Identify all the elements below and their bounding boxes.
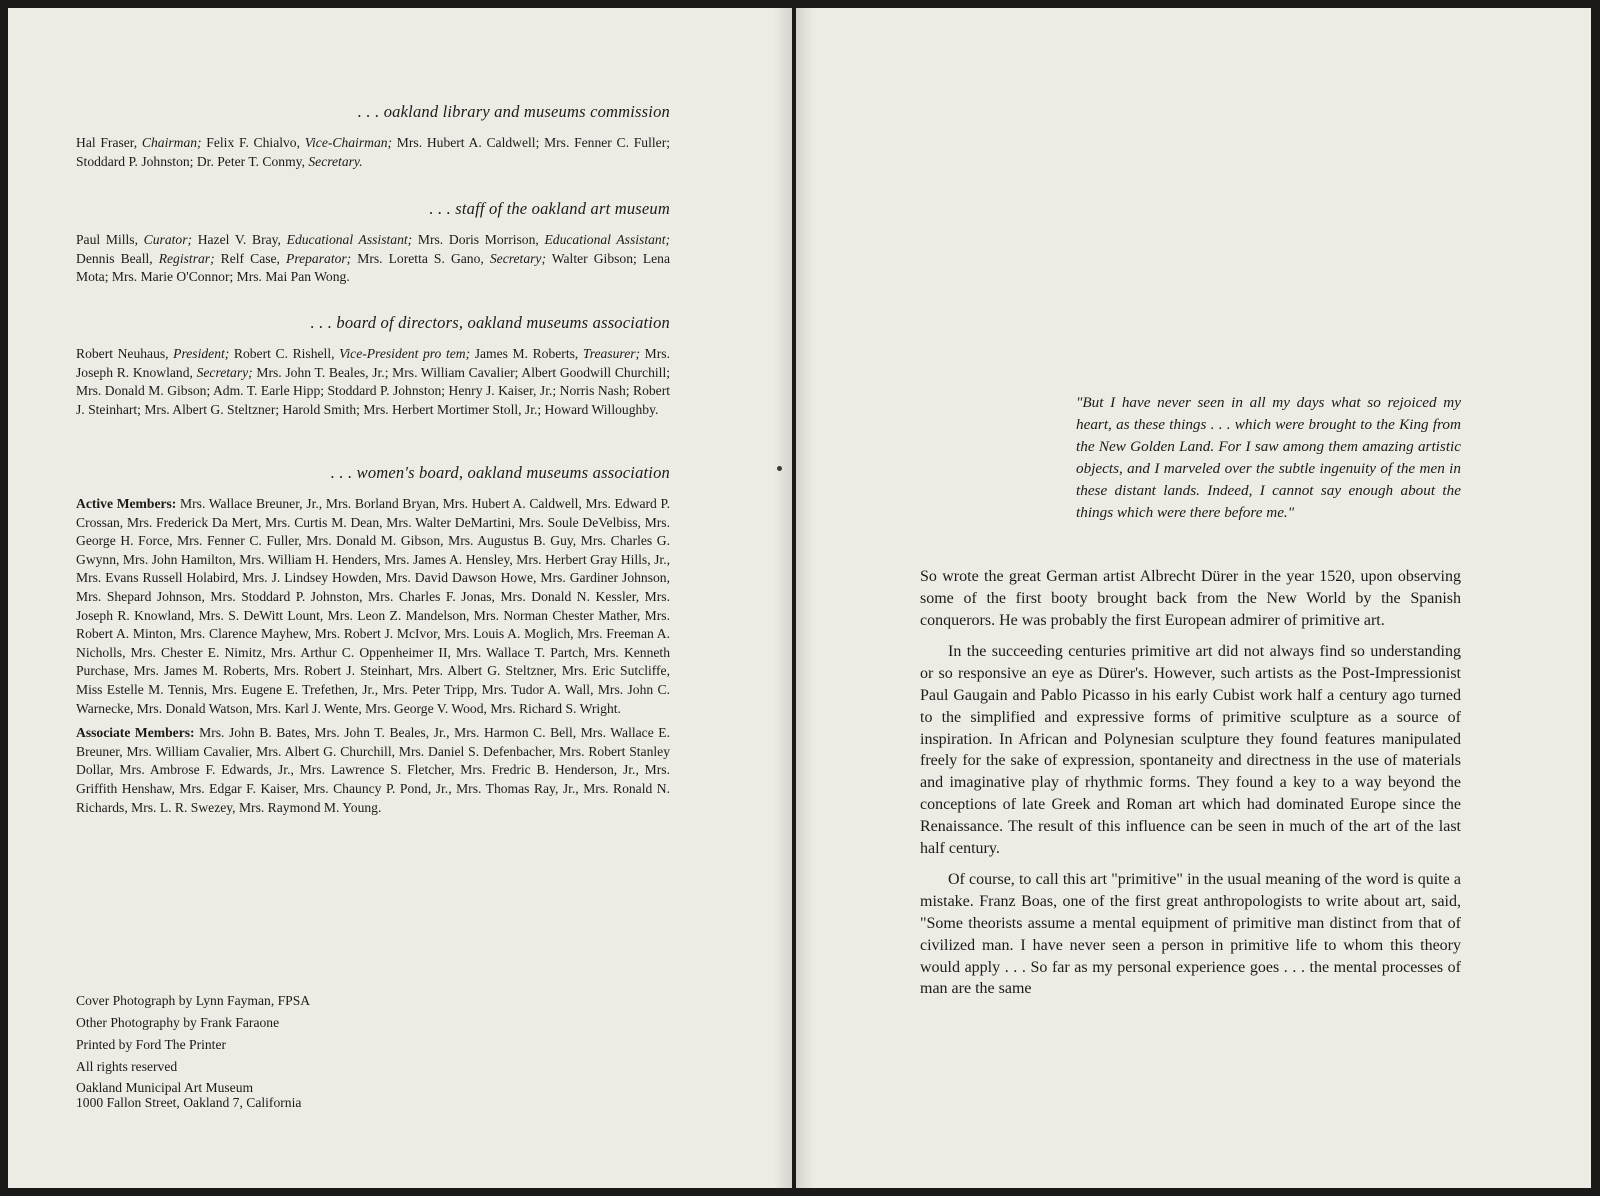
name-text: Felix F. Chialvo, <box>201 135 305 150</box>
durer-quote: "But I have never seen in all my days what so rejoiced my heart, as these things . . . which were brought to the King from the New Golden Land. For I saw among them amazing artistic objects, and I marveled over the subtle ingenuity of the men in these distant lands. Indeed, I cannot say enough about the things which were there before me." <box>1076 394 1461 521</box>
role-title: Educational Assistant; <box>286 232 413 247</box>
role-title: Secretary; <box>489 250 546 266</box>
role-title: Registrar; <box>158 250 215 266</box>
role-title: Treasurer; <box>582 346 641 361</box>
credit-printer: Printed by Ford The Printer <box>76 1037 227 1052</box>
name-text: Walter Gibson; Lena Mota; Mrs. Marie O'Connor; Mrs. Mai Pan Wong. <box>76 250 670 285</box>
role-title: Vice-President pro tem; <box>339 346 471 361</box>
left-page <box>8 8 792 1188</box>
name-text: Paul Mills, <box>76 232 144 247</box>
staff-body <box>76 231 670 287</box>
credit-rights: All rights reserved <box>76 1059 178 1074</box>
role-title: Secretary; <box>196 364 253 380</box>
staff-heading: . . . staff of the oakland art museum <box>429 199 670 218</box>
role-title: Chairman; <box>141 135 202 150</box>
active-members <box>76 495 670 718</box>
name-text: Dennis Beall, <box>76 250 159 266</box>
museum-street: 1000 Fallon Street, Oakland 7, California <box>76 1095 302 1110</box>
role-title: President; <box>173 346 230 361</box>
active-members-label: Active Members: <box>76 496 177 511</box>
role-title: Vice-Chairman; <box>304 135 393 150</box>
name-text: Mrs. John T. Beales, Jr.; Mrs. William Cavalier; Albert Goodwill Churchill; Mrs. Donald M. Gibson; Adm. T. Earle Hipp; Stoddard P. Johnston; Henry J. Kaiser, Jr.; Norris Nash; Robert J. Steinhart; Mrs. Albert G. Steltzner; Harold Smith; Mrs. Herbert Mortimer Stoll, Jr.; Howard Willoughby. <box>76 364 670 417</box>
role-title: Preparator; <box>286 250 352 266</box>
name-text: Mrs. Loretta S. Gano, <box>351 250 490 266</box>
associate-members-label: Associate Members: <box>76 725 195 741</box>
associate-members-list: Mrs. John B. Bates, Mrs. John T. Beales, Jr., Mrs. Harmon C. Bell, Mrs. Wallace E. Breuner, Mrs. William Cavalier, Mrs. Albert G. Churchill, Mrs. Daniel S. Defenbacher, Mrs. Robert Stanley Dollar, Mrs. Ambrose F. Edwards, Jr., Mrs. Lawrence S. Fletcher, Mrs. Fredric B. Henderson, Jr., Mrs. Griffith Henshaw, Mrs. Edgar F. Kaiser, Mrs. Chauncy P. Pond, Jr., Mrs. Thomas Ray, Jr., Mrs. Ronald N. Richards, Mrs. L. R. Swezey, Mrs. Raymond M. Young. <box>76 725 670 815</box>
essay-paragraph-1: So wrote the great German artist Albrecht Dürer in the year 1520, upon observing some of the first booty brought back from the New World by the Spanish conquerors. He was probably the first European admirer of primitive art. <box>920 568 1461 629</box>
board-body <box>76 345 670 419</box>
staff-section <box>76 199 670 287</box>
board-section <box>76 313 670 419</box>
museum-name: Oakland Municipal Art Museum <box>76 1080 254 1095</box>
womens-board-heading: . . . women's board, oakland museums association <box>330 463 670 482</box>
gutter-shadow-left <box>774 8 792 1188</box>
role-title: Curator; <box>143 232 193 247</box>
essay-paragraph-3: Of course, to call this art "primitive" in the usual meaning of the word is quite a mistake. Franz Boas, one of the first great anthropologists to write about art, said, "Some theorists assume a mental equipment of primitive man distinct from that of civilized man. I have never seen a person in primitive life to whom this theory would apply . . . So far as my personal experience goes . . . the mental processes of man are the same <box>920 871 1461 998</box>
name-text: Robert C. Rishell, <box>229 346 340 361</box>
commission-body <box>76 134 670 171</box>
credit-museum-address <box>76 1080 496 1110</box>
credit-cover-photo: Cover Photograph by Lynn Fayman, FPSA <box>76 993 311 1008</box>
name-text: Mrs. Hubert A. Caldwell; Mrs. Fenner C. Fuller; Stoddard P. Johnston; Dr. Peter T. Conmy, <box>76 135 670 169</box>
right-page <box>796 8 1591 1188</box>
active-members-list: Mrs. Wallace Breuner, Jr., Mrs. Borland Bryan, Mrs. Hubert A. Caldwell, Mrs. Edward P. Crossan, Mrs. Frederick Da Mert, Mrs. Curtis M. Dean, Mrs. Walter DeMartini, Mrs. Soule DeVelbiss, Mrs. George H. Force, Mrs. Fenner C. Fuller, Mrs. Donald M. Gibson, Mrs. Augustus B. Guy, Mrs. Charles G. Gwynn, Mrs. John Hamilton, Mrs. William H. Henders, Mrs. James A. Hensley, Mrs. Herbert Gray Hills, Jr., Mrs. Evans Russell Holabird, Mrs. J. Lindsey Howden, Mrs. David Dawson Howe, Mrs. Gardiner Johnson, Mrs. Shepard Johnson, Mrs. Stoddard P. Johnston, Mrs. Charles F. Jonas, Mrs. Donald N. Kessler, Mrs. Joseph R. Knowland, Mrs. S. DeWitt Lount, Mrs. Leon Z. Mandelson, Mrs. Norman Chester Mather, Mrs. Robert A. Minton, Mrs. Clarence Mayhew, Mrs. Robert J. McIvor, Mrs. Louis A. Moglich, Mrs. Freeman A. Nicholls, Mrs. Chester E. Nimitz, Mrs. Arthur C. Oppenheimer II, Mrs. Wallace T. Partch, Mrs. Kenneth Purchase, Mrs. James M. Roberts, Mrs. Robert J. Steinhart, Mrs. Albert G. Steltzner, Mrs. Eric Sutcliffe, Miss Estelle M. Tennis, Mrs. Eugene E. Trefethen, Jr., Mrs. Peter Tripp, Mrs. Tudor A. Wall, Mrs. John C. Warnecke, Mrs. Donald Watson, Mrs. Karl J. Wente, Mrs. George V. Wood, Mrs. Richard S. Wright. <box>76 496 670 716</box>
essay-text <box>920 566 1461 1010</box>
name-text: James M. Roberts, <box>470 346 583 361</box>
name-text: Hazel V. Bray, <box>192 232 287 247</box>
credit-other-photo: Other Photography by Frank Faraone <box>76 1015 280 1030</box>
board-heading: . . . board of directors, oakland museums association <box>310 313 670 332</box>
name-text: Relf Case, <box>214 250 287 266</box>
name-text: Mrs. Joseph R. Knowland, <box>76 346 670 380</box>
gutter-shadow-right <box>796 8 814 1188</box>
essay-paragraph-2: In the succeeding centuries primitive art did not always find so understanding or so responsive an eye as Dürer's. However, such artists as the Post-Impressionist Paul Gaugain and Pablo Picasso in his early Cubist work half a century ago turned to the simplified and expressive forms of primitive sculpture as a source of inspiration. In African and Polynesian sculpture they found features manipulated freely for the sake of expression, spontaneity and directness in the use of materials and imaginative play of rhythmic forms. They found a key to a way beyond the conceptions of late Greek and Roman art which had dominated Europe since the Renaissance. The result of this influence can be seen in much of the art of the last half century. <box>920 643 1461 857</box>
commission-section <box>76 102 670 171</box>
credits-block <box>76 992 496 1115</box>
associate-members <box>76 724 670 817</box>
name-text: Robert Neuhaus, <box>76 346 174 361</box>
binding-staple-mark <box>777 466 782 471</box>
name-text: Mrs. Doris Morrison, <box>412 232 545 247</box>
womens-board-section <box>76 463 670 823</box>
role-title: Secretary. <box>308 153 363 169</box>
name-text: Hal Fraser, <box>76 135 142 150</box>
role-title: Educational Assistant; <box>544 232 671 247</box>
commission-heading: . . . oakland library and museums commission <box>357 102 670 121</box>
